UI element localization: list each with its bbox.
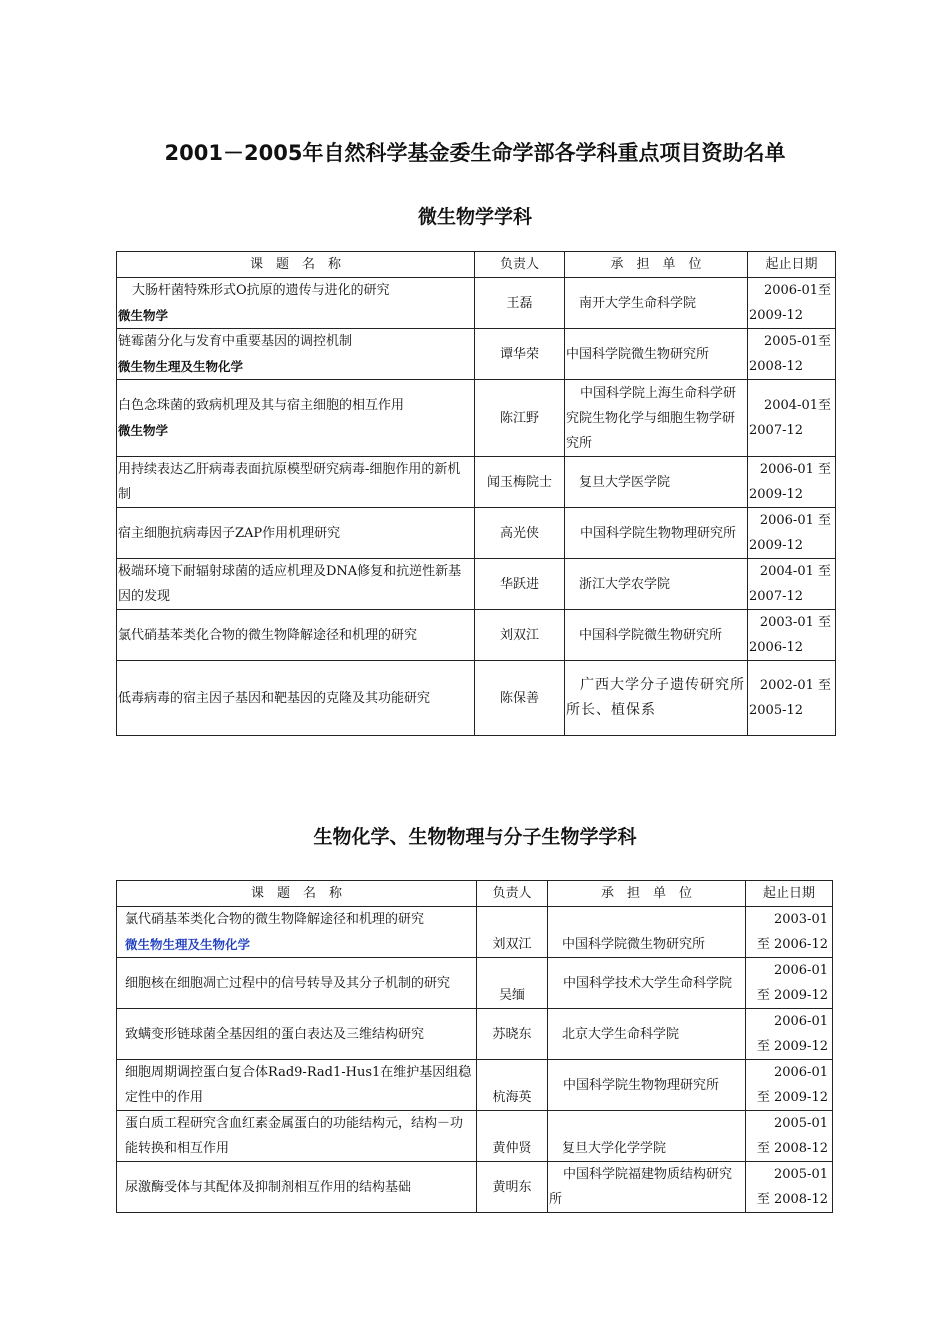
topic-cell: 用持续表达乙肝病毒表面抗原模型研究病毒-细胞作用的新机制 <box>117 457 475 508</box>
date-start: 2005-01至 <box>763 334 831 349</box>
table-biochemistry <box>116 880 833 1213</box>
date-end: 2005-12 <box>749 703 804 718</box>
leader-cell: 谭华荣 <box>475 329 565 380</box>
leader-cell: 黄仲贤 <box>477 1111 548 1162</box>
date-end: 2009-12 <box>749 308 804 323</box>
date-cell <box>748 278 836 329</box>
unit-cell: 中国科学院生物物理研究所 <box>548 1060 746 1111</box>
date-start: 2006-01 至 <box>759 462 831 477</box>
unit-cell: 南开大学生命科学院 <box>565 278 748 329</box>
topic-cell: 尿激酶受体与其配体及抑制剂相互作用的结构基础 <box>117 1162 477 1213</box>
table-row <box>117 958 833 1009</box>
table-row <box>117 380 836 457</box>
date-end: 2009-12 <box>749 487 804 502</box>
date-cell <box>748 508 836 559</box>
leader-cell: 华跃进 <box>475 559 565 610</box>
table-header-row <box>117 881 833 907</box>
leader-cell: 杭海英 <box>477 1060 548 1111</box>
table-microbiology <box>116 251 836 736</box>
leader-cell: 黄明东 <box>477 1162 548 1213</box>
date-cell <box>746 1111 833 1162</box>
table-row <box>117 457 836 508</box>
topic-cell: 细胞核在细胞凋亡过程中的信号转导及其分子机制的研究 <box>117 958 477 1009</box>
date-start: 2005-01 <box>773 1167 828 1182</box>
document-title: 2001－2005年自然科学基金委生命学部各学科重点项目资助名单 <box>164 141 786 165</box>
table-row <box>117 907 833 958</box>
date-end: 至 2009-12 <box>756 1039 828 1054</box>
date-start: 2004-01 至 <box>759 564 831 579</box>
leader-cell: 王磊 <box>475 278 565 329</box>
unit-cell: 中国科学技术大学生命科学院 <box>548 958 746 1009</box>
unit-cell: 中国科学院微生物研究所 <box>548 907 746 958</box>
date-cell <box>748 661 836 736</box>
subject-label: 微生物生理及生物化学 <box>125 937 251 952</box>
date-start: 2003-01 至 <box>759 615 831 630</box>
table-row <box>117 278 836 329</box>
header-leader: 负责人 <box>477 881 548 907</box>
date-end: 2007-12 <box>749 423 804 438</box>
date-end: 至 2008-12 <box>756 1141 828 1156</box>
unit-cell: 中国科学院微生物研究所 <box>565 329 748 380</box>
table-row <box>117 610 836 661</box>
date-cell <box>746 1162 833 1213</box>
date-end: 2009-12 <box>749 538 804 553</box>
header-topic: 课 题 名 称 <box>117 252 475 278</box>
unit-cell: 中国科学院福建物质结构研究所 <box>548 1162 746 1213</box>
topic-text: 白色念珠菌的致病机理及其与宿主细胞的相互作用 <box>118 398 405 413</box>
subject-label: 微生物学 <box>118 308 169 323</box>
date-cell <box>746 1060 833 1111</box>
topic-cell: 细胞周期调控蛋白复合体Rad9-Rad1-Hus1在维护基因组稳定性中的作用 <box>117 1060 477 1111</box>
unit-cell: 复旦大学医学院 <box>565 457 748 508</box>
unit-cell: 北京大学生命科学院 <box>548 1009 746 1060</box>
topic-cell <box>117 278 475 329</box>
date-end: 至 2006-12 <box>756 937 828 952</box>
unit-cell: 广西大学分子遗传研究所所长、植保系 <box>565 661 748 736</box>
topic-cell: 氯代硝基苯类化合物的微生物降解途径和机理的研究 <box>117 610 475 661</box>
date-start: 2004-01至 <box>763 398 831 413</box>
date-cell <box>748 329 836 380</box>
date-start: 2006-01 <box>773 1065 828 1080</box>
unit-cell: 中国科学院上海生命科学研究院生物化学与细胞生物学研究所 <box>565 380 748 457</box>
table-header-row <box>117 252 836 278</box>
leader-cell: 高光侠 <box>475 508 565 559</box>
subject-label: 微生物生理及生物化学 <box>118 359 244 374</box>
leader-cell: 闻玉梅院士 <box>475 457 565 508</box>
subject-label: 微生物学 <box>118 423 169 438</box>
table-row <box>117 508 836 559</box>
leader-cell: 陈保善 <box>475 661 565 736</box>
leader-cell: 陈江野 <box>475 380 565 457</box>
leader-cell: 吴缅 <box>477 958 548 1009</box>
topic-cell <box>117 329 475 380</box>
topic-cell <box>117 380 475 457</box>
section-title-biochemistry: 生物化学、生物物理与分子生物学学科 <box>313 826 637 848</box>
date-end: 至 2009-12 <box>756 1090 828 1105</box>
unit-cell: 中国科学院微生物研究所 <box>565 610 748 661</box>
date-cell <box>748 457 836 508</box>
date-start: 2006-01 至 <box>759 513 831 528</box>
leader-cell: 苏晓东 <box>477 1009 548 1060</box>
header-unit: 承 担 单 位 <box>548 881 746 907</box>
date-start: 2006-01至 <box>763 283 831 298</box>
topic-cell: 宿主细胞抗病毒因子ZAP作用机理研究 <box>117 508 475 559</box>
table-row <box>117 1162 833 1213</box>
header-unit: 承 担 单 位 <box>565 252 748 278</box>
topic-text: 链霉菌分化与发育中重要基因的调控机制 <box>118 334 353 349</box>
table-row <box>117 1009 833 1060</box>
table-row <box>117 329 836 380</box>
leader-cell: 刘双江 <box>477 907 548 958</box>
date-end: 2007-12 <box>749 589 804 604</box>
date-end: 2006-12 <box>749 640 804 655</box>
date-cell <box>748 610 836 661</box>
topic-text: 大肠杆菌特殊形式O抗原的遗传与进化的研究 <box>132 283 390 298</box>
header-topic: 课 题 名 称 <box>117 881 477 907</box>
date-cell <box>746 958 833 1009</box>
date-cell <box>748 559 836 610</box>
table-row <box>117 1111 833 1162</box>
topic-cell: 蛋白质工程研究含血红素金属蛋白的功能结构元，结构－功能转换和相互作用 <box>117 1111 477 1162</box>
date-start: 2006-01 <box>773 1014 828 1029</box>
topic-cell: 低毒病毒的宿主因子基因和靶基因的克隆及其功能研究 <box>117 661 475 736</box>
date-end: 至 2008-12 <box>756 1192 828 1207</box>
table-row <box>117 1060 833 1111</box>
date-start: 2006-01 <box>773 963 828 978</box>
date-cell <box>746 1009 833 1060</box>
date-cell <box>748 380 836 457</box>
date-start: 2002-01 至 <box>759 678 831 693</box>
topic-cell <box>117 907 477 958</box>
date-start: 2003-01 <box>773 912 828 927</box>
topic-cell: 致螨变形链球菌全基因组的蛋白表达及三维结构研究 <box>117 1009 477 1060</box>
table-row <box>117 661 836 736</box>
leader-cell: 刘双江 <box>475 610 565 661</box>
date-start: 2005-01 <box>773 1116 828 1131</box>
section-title-microbiology: 微生物学学科 <box>417 206 532 228</box>
date-end: 2008-12 <box>749 359 804 374</box>
table-row <box>117 559 836 610</box>
topic-cell: 极端环境下耐辐射球菌的适应机理及DNA修复和抗逆性新基因的发现 <box>117 559 475 610</box>
unit-cell: 中国科学院生物物理研究所 <box>565 508 748 559</box>
header-leader: 负责人 <box>475 252 565 278</box>
header-dates: 起止日期 <box>746 881 833 907</box>
unit-cell: 复旦大学化学学院 <box>548 1111 746 1162</box>
unit-cell: 浙江大学农学院 <box>565 559 748 610</box>
header-dates: 起止日期 <box>748 252 836 278</box>
date-end: 至 2009-12 <box>756 988 828 1003</box>
date-cell <box>746 907 833 958</box>
topic-text: 氯代硝基苯类化合物的微生物降解途径和机理的研究 <box>125 912 425 927</box>
